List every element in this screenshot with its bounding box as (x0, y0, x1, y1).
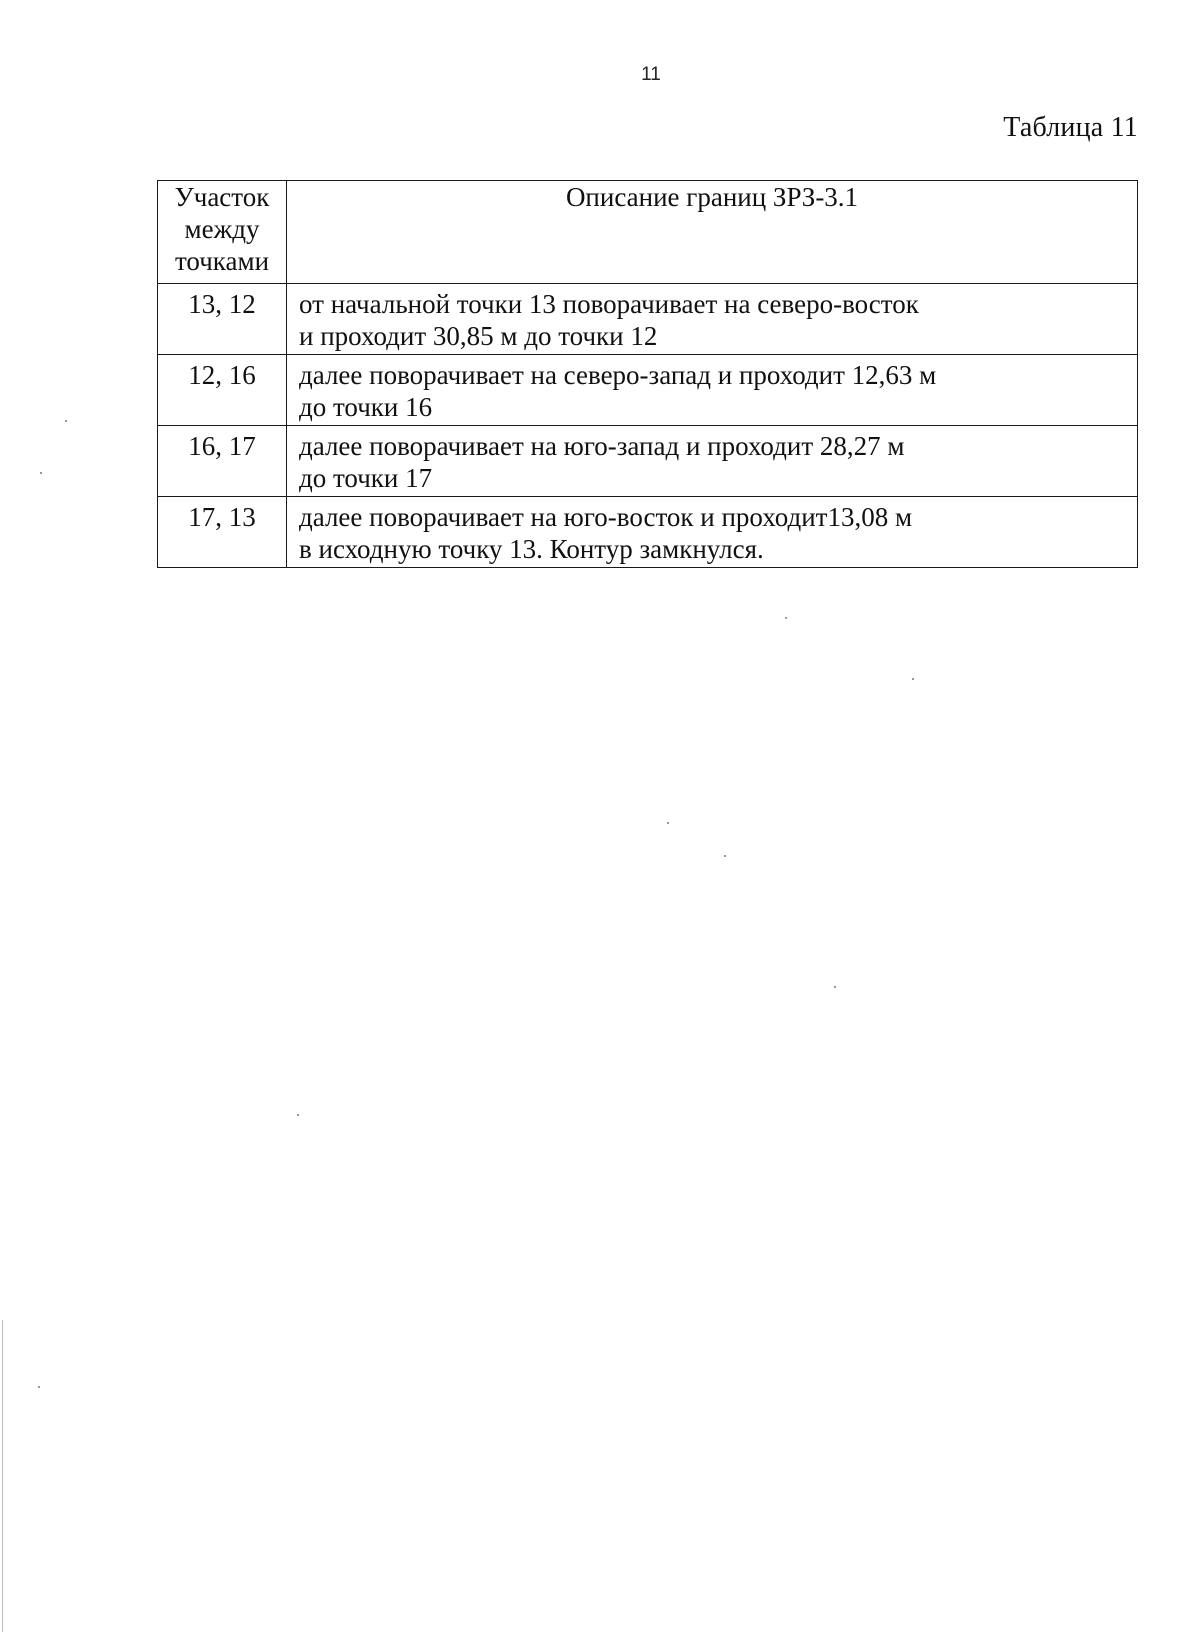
description-cell (287, 284, 1138, 355)
segment-cell: 12, 16 (158, 355, 287, 426)
page-number: 11 (641, 64, 661, 85)
boundary-description-table (157, 180, 1138, 568)
header-segment (158, 181, 287, 284)
description-cell (287, 355, 1138, 426)
description-line: до точки 17 (299, 463, 433, 493)
header-segment-line: точками (174, 246, 270, 276)
header-description: Описание границ ЗРЗ-3.1 (287, 181, 1138, 284)
scan-speck (65, 420, 67, 422)
description-line: и проходит 30,85 м до точки 12 (299, 321, 658, 351)
description-line: от начальной точки 13 поворачивает на северо-восток (299, 289, 919, 319)
description-line: до точки 16 (299, 392, 433, 422)
header-segment-line: между (184, 214, 260, 244)
table-caption: Таблица 11 (1003, 112, 1138, 143)
scan-margin-line (2, 1320, 3, 1632)
table-header-row (158, 181, 1138, 284)
segment-cell: 13, 12 (158, 284, 287, 355)
description-line: в исходную точку 13. Контур замкнулся. (299, 534, 764, 564)
description-cell (287, 426, 1138, 497)
table-row (158, 497, 1138, 568)
scan-speck (38, 1386, 40, 1388)
scan-speck (724, 855, 726, 857)
scan-speck (785, 617, 787, 619)
description-line: далее поворачивает на юго-восток и проходит13,08 м (299, 502, 913, 532)
table-row (158, 355, 1138, 426)
scan-speck (667, 822, 669, 824)
segment-cell: 16, 17 (158, 426, 287, 497)
description-cell (287, 497, 1138, 568)
scan-speck (912, 678, 914, 680)
description-line: далее поворачивает на северо-запад и проходит 12,63 м (299, 360, 937, 390)
table-row (158, 284, 1138, 355)
segment-cell: 17, 13 (158, 497, 287, 568)
scan-speck (834, 986, 836, 988)
table-row (158, 426, 1138, 497)
header-segment-line: Участок (174, 182, 270, 212)
scan-speck (40, 472, 42, 474)
description-line: далее поворачивает на юго-запад и проходит 28,27 м (299, 431, 905, 461)
scan-speck (297, 1114, 299, 1116)
